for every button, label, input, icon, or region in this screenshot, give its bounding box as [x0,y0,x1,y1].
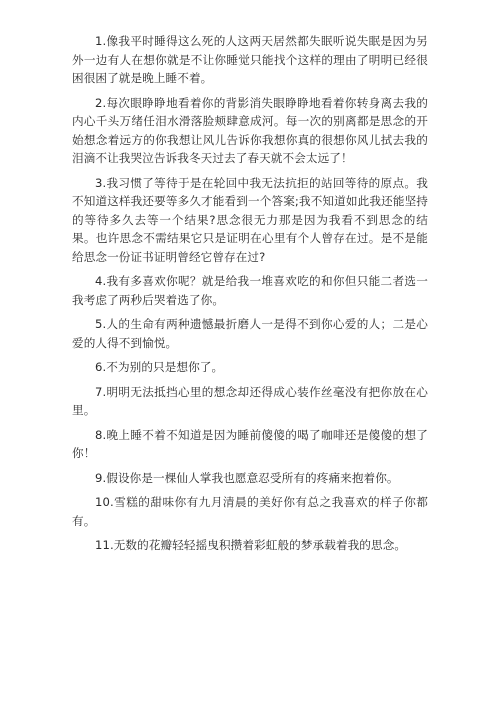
paragraph-4: 4.我有多喜欢你呢？就是给我一堆喜欢吃的和你但只能二者选一我考虑了两秒后哭着选了你。 [72,274,428,307]
paragraph-1: 1.像我平时睡得这么死的人这两天居然都失眠听说失眠是因为另外一边有人在想你就是不让你睡觉只能找个这样的理由了明明已经很困很困了就是晚上睡不着。 [72,34,428,85]
paragraph-8: 8.晚上睡不着不知道是因为睡前傻傻的喝了咖啡还是傻傻的想了你！ [72,427,428,460]
paragraph-2: 2.每次眼睁睁地看着你的背影消失眼睁睁地看着你转身离去我的内心千头万绪任泪水滑落脸颊肆意成河。每一次的别离都是思念的开始想念着远方的你我想让风儿告诉你我想你真的很想你风儿拭去我的泪滴不让我哭泣告诉我冬天过去了春天就不会太远了！ [72,95,428,165]
paragraph-7: 7.明明无法抵挡心里的想念却还得成心装作丝毫没有把你放在心里。 [72,384,428,417]
paragraph-5: 5.人的生命有两种遗憾最折磨人一是得不到你心爱的人；二是心爱的人得不到愉悦。 [72,317,428,350]
paragraph-6: 6.不为别的只是想你了。 [95,360,224,374]
paragraph-3: 3.我习惯了等待于是在轮回中我无法抗拒的站回等待的原点。我不知道这样我还要等多久才能看到一个答案;我不知道如此我还能坚持的等待多久去等一个结果?思念很无力那是因为我看不到思念的结果。也许思念不需结果它只是证明在心里有个人曾存在过。是不是能给思念一份证书证明曾经它曾存在过? [72,175,428,264]
paragraph-9: 9.假设你是一棵仙人掌我也愿意忍受所有的疼痛来抱着你。 [95,470,399,485]
document-body [72,32,428,561]
paragraph-10: 10.雪糕的甜味你有九月清晨的美好你有总之我喜欢的样子你都有。 [72,495,428,528]
paragraph-11: 11.无数的花瓣轻轻摇曳积攒着彩虹般的梦承载着我的思念。 [95,538,407,552]
